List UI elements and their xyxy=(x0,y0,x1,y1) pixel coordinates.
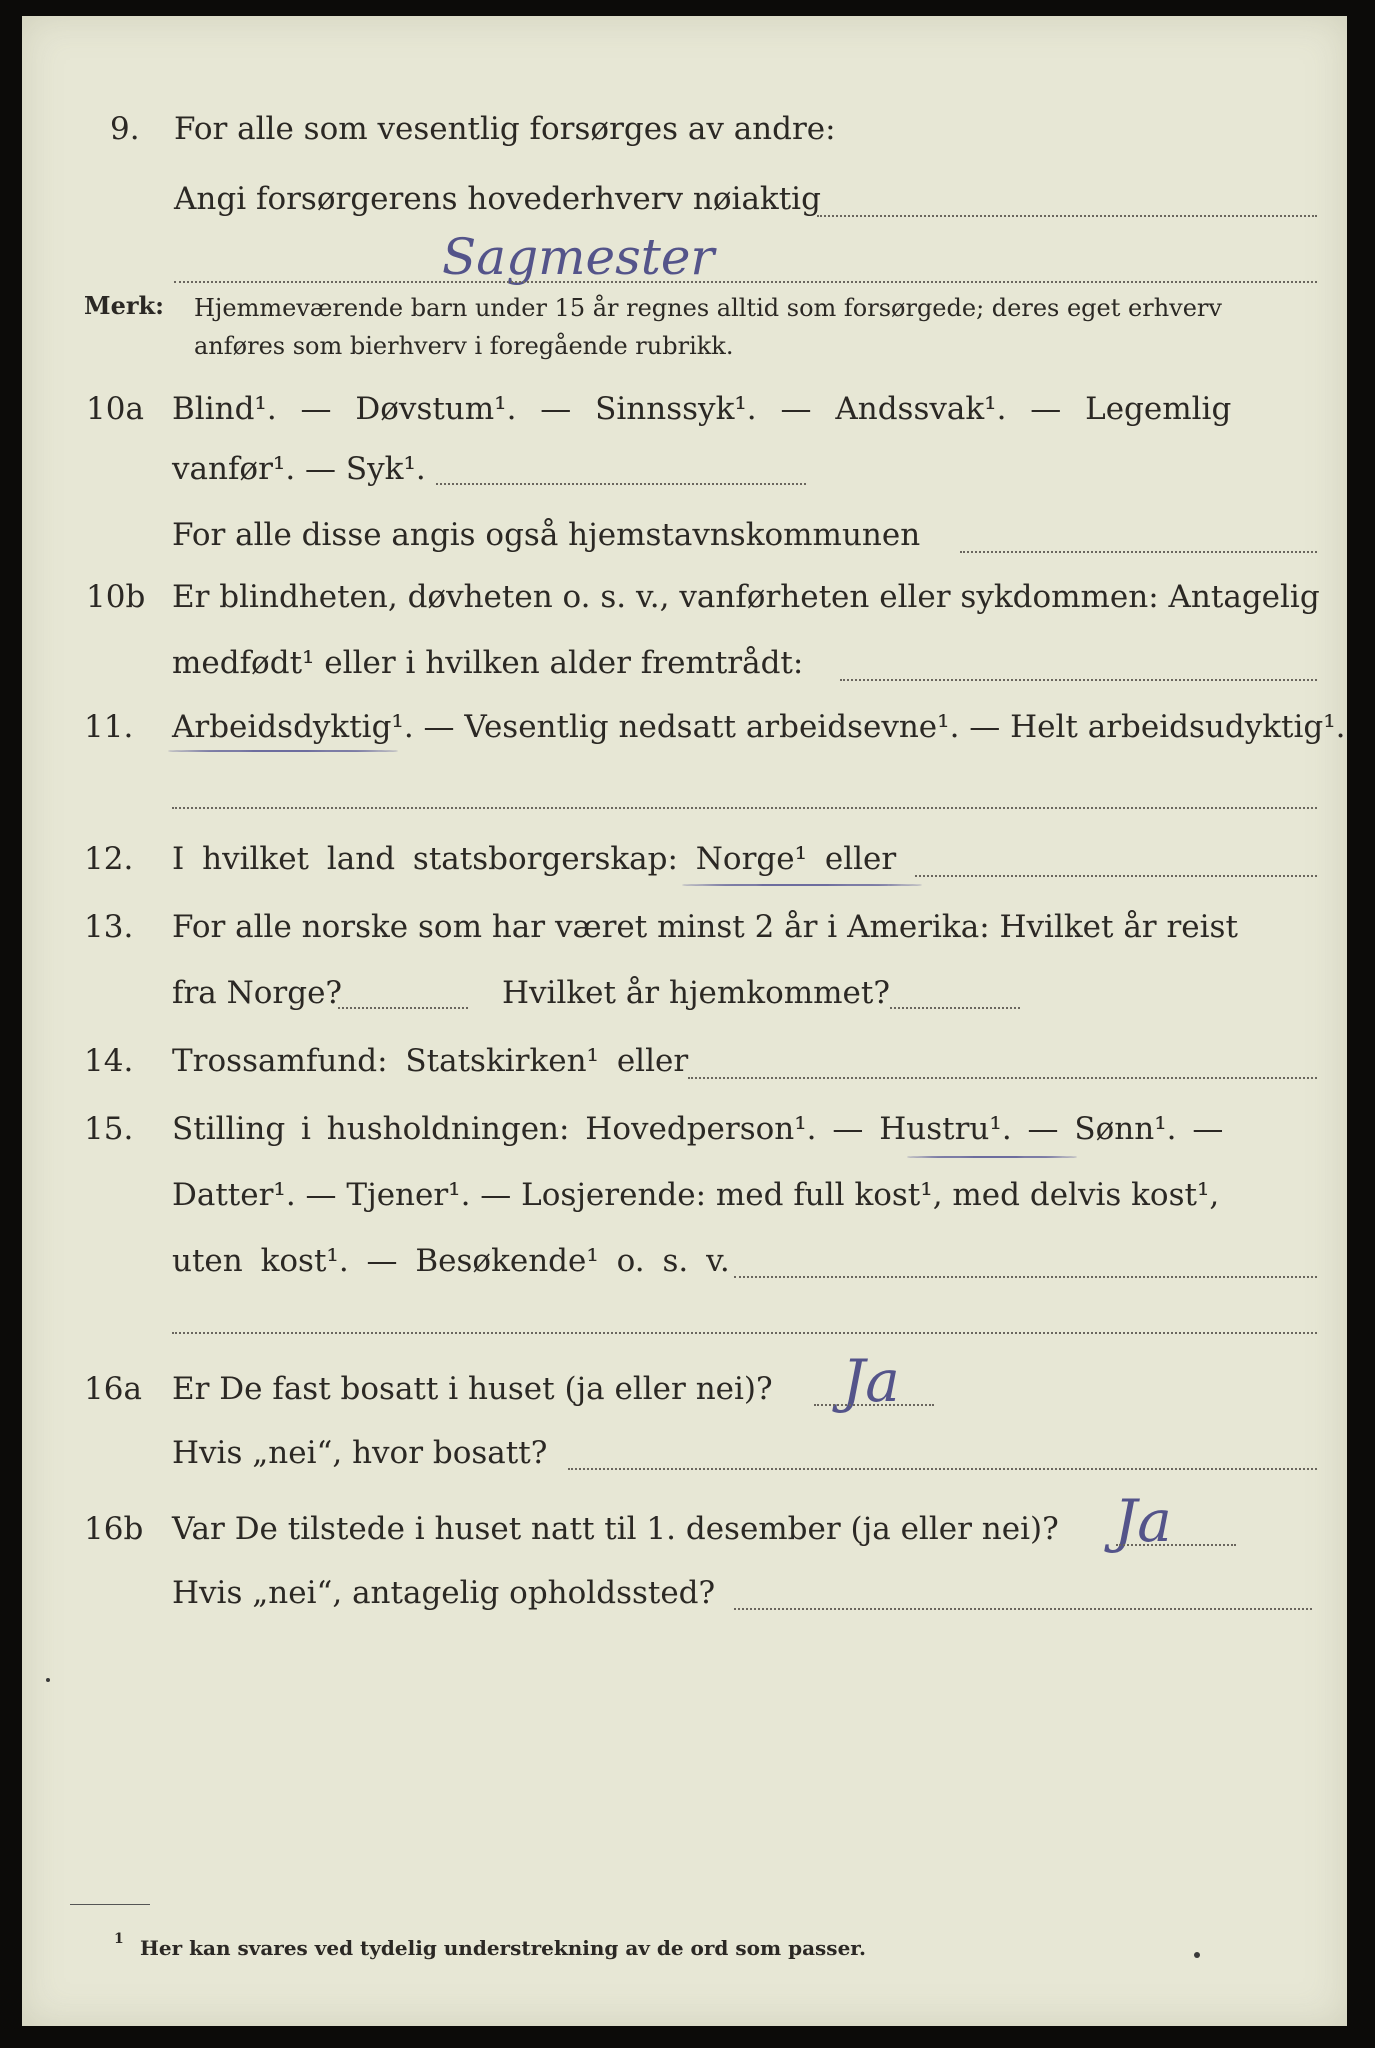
merk-text-line1: Hjemmeværende barn under 15 år regnes alltid som forsørgede; deres eget erhverv xyxy=(194,294,1222,322)
ink-speck xyxy=(1194,1952,1200,1958)
q11-answer-line xyxy=(172,807,1317,809)
q13-number: 13. xyxy=(84,909,134,945)
q13-answer-hjemkommet xyxy=(890,1007,1020,1009)
q10a-line3: For alle disse angis også hjemstavnskommunen xyxy=(172,517,921,553)
merk-label: Merk: xyxy=(84,291,164,320)
q10b-number: 10b xyxy=(86,579,146,615)
q13-line2b: Hvilket år hjemkommet? xyxy=(502,975,890,1011)
q10b-answer-line xyxy=(840,679,1317,681)
q16a-answer-line2 xyxy=(568,1468,1317,1470)
q11-line1: Arbeidsdyktig¹. — Vesentlig nedsatt arbeidsevne¹. — Helt arbeidsudyktig¹. xyxy=(172,709,1346,745)
q12-number: 12. xyxy=(84,841,134,877)
q10a-answer-line1 xyxy=(436,483,806,485)
q10b-line1: Er blindheten, døvheten o. s. v., vanførheten eller sykdommen: Antagelig xyxy=(172,579,1320,615)
q13-answer-reist xyxy=(338,1007,468,1009)
q16b-line2: Hvis „nei“, antagelig opholdssted? xyxy=(172,1575,716,1611)
q10b-line2: medfødt¹ eller i hvilken alder fremtrådt: xyxy=(172,645,804,681)
q16b-answer-line2 xyxy=(734,1608,1312,1610)
q16b-line1: Var De tilstede i huset natt til 1. desember (ja eller nei)? xyxy=(172,1511,1059,1547)
q12-underline-norge xyxy=(682,884,922,886)
q9-answer-line1 xyxy=(817,215,1317,217)
q9-number: 9. xyxy=(110,111,140,147)
q9-answer-line2 xyxy=(174,281,1317,283)
q10a-line1: Blind¹. — Døvstum¹. — Sinnssyk¹. — Andssvak¹. — Legemlig xyxy=(172,391,1232,427)
q12-answer-line xyxy=(915,875,1317,877)
q16a-line1: Er De fast bosatt i huset (ja eller nei)? xyxy=(172,1371,773,1407)
q16b-number: 16b xyxy=(84,1511,144,1547)
q13-line1: For alle norske som har været minst 2 år i Amerika: Hvilket år reist xyxy=(172,909,1238,945)
q15-line3: uten kost¹. — Besøkende¹ o. s. v. xyxy=(172,1243,730,1279)
q15-underline-hustru xyxy=(907,1156,1077,1158)
q14-line1: Trossamfund: Statskirken¹ eller xyxy=(172,1043,689,1079)
q16a-number: 16a xyxy=(84,1371,142,1407)
q14-number: 14. xyxy=(84,1043,134,1079)
footnote-marker: 1 xyxy=(114,1931,124,1947)
q16a-answer-line1 xyxy=(814,1404,934,1406)
q15-line2: Datter¹. — Tjener¹. — Losjerende: med full kost¹, med delvis kost¹, xyxy=(172,1177,1220,1213)
q16a-handwritten-answer: Ja xyxy=(842,1347,900,1415)
q16b-answer-line1 xyxy=(1116,1544,1236,1546)
q9-handwritten-answer: Sagmester xyxy=(442,228,715,286)
q11-underline-mark xyxy=(168,750,398,752)
q12-line1: I hvilket land statsborgerskap: Norge¹ eller xyxy=(172,841,897,877)
census-form-page xyxy=(22,16,1347,2026)
q11-number: 11. xyxy=(84,709,134,745)
q15-answer-line2 xyxy=(172,1332,1317,1334)
q10a-answer-line2 xyxy=(960,551,1317,553)
q10a-line2: vanfør¹. — Syk¹. xyxy=(172,451,426,487)
q15-number: 15. xyxy=(84,1111,134,1147)
q9-question-line1: For alle som vesentlig forsørges av andre: xyxy=(174,111,836,147)
q16a-line2: Hvis „nei“, hvor bosatt? xyxy=(172,1435,548,1471)
q15-line1: Stilling i husholdningen: Hovedperson¹. — Hustru¹. — Sønn¹. — xyxy=(172,1111,1224,1147)
footnote-rule xyxy=(70,1904,150,1905)
q10a-number: 10a xyxy=(86,391,144,427)
ink-speck xyxy=(46,1678,50,1682)
footnote-text: Her kan svares ved tydelig understrekning av de ord som passer. xyxy=(140,1936,866,1960)
merk-text-line2: anføres som bierhverv i foregående rubrikk. xyxy=(194,332,734,360)
q15-answer-line1 xyxy=(734,1276,1317,1278)
q13-line2a: fra Norge? xyxy=(172,975,343,1011)
q9-question-line2: Angi forsørgerens hovederhverv nøiaktig xyxy=(174,181,821,217)
q16b-handwritten-answer: Ja xyxy=(1114,1487,1172,1555)
q14-answer-line xyxy=(688,1077,1317,1079)
